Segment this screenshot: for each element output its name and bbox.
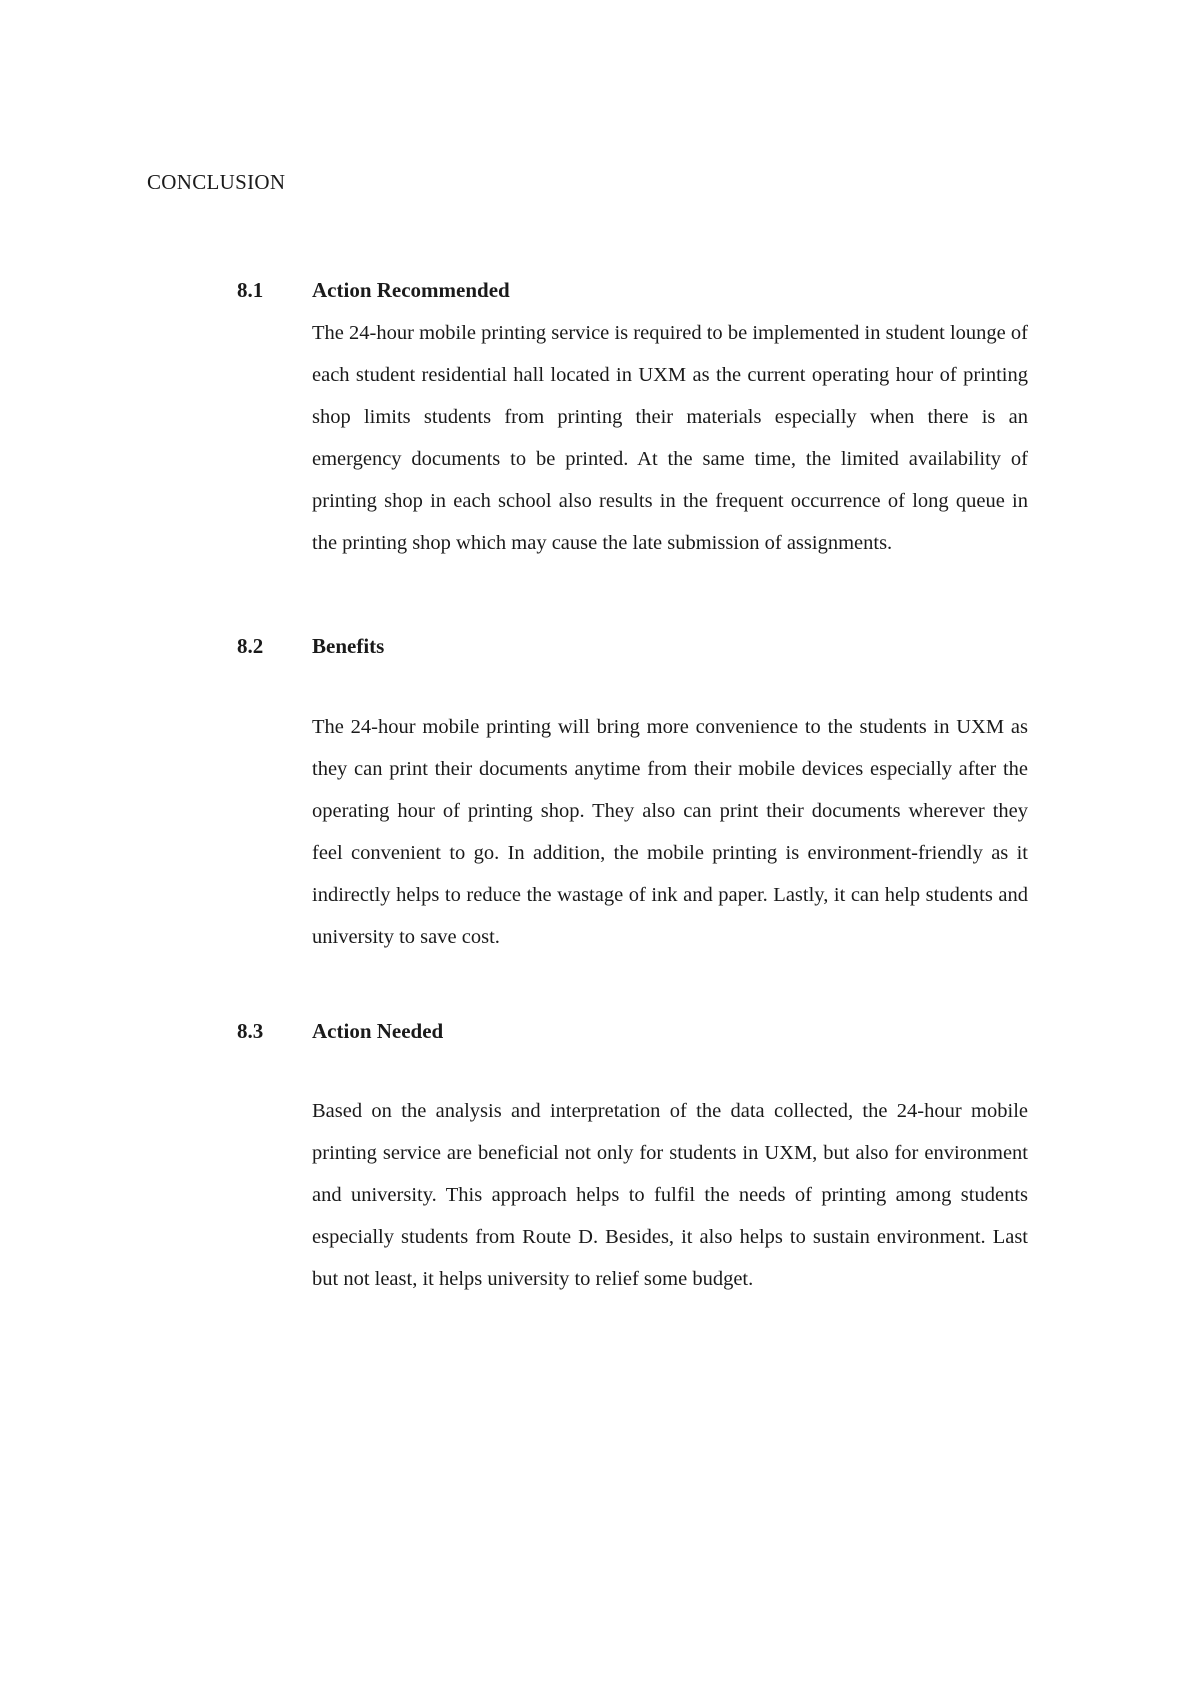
section-title: Action Recommended (312, 278, 510, 302)
section-paragraph: The 24-hour mobile printing will bring more convenience to the students in UXM as they can print their documents anytime from their mobile devices especially after the operating hour of printing shop. They also can print their documents wherever they feel convenient to go. In addition, the mobile printing is environment-friendly as it indirectly helps to reduce the wastage of ink and paper. Lastly, it can help students and university to save cost. (312, 716, 1028, 948)
section-number: 8.2 (237, 634, 264, 658)
section-title: Benefits (312, 634, 385, 658)
section-title: Action Needed (312, 1019, 444, 1043)
document-heading: CONCLUSION (147, 170, 286, 194)
section-number: 8.3 (237, 1019, 264, 1043)
section-paragraph: The 24-hour mobile printing service is required to be implemented in student lounge of each student residential hall located in UXM as the current operating hour of printing shop limits students from printing their materials especially when there is an emergency documents to be printed. At the same time, the limited availability of printing shop in each school also results in the frequent occurrence of long queue in the printing shop which may cause the late submission of assignments. (312, 322, 1028, 554)
section-number: 8.1 (237, 278, 264, 302)
section-paragraph: Based on the analysis and interpretation of the data collected, the 24-hour mobile printing service are beneficial not only for students in UXM, but also for environment and university. This approach helps to fulfil the needs of printing among students especially students from Route D. Besides, it also helps to sustain environment. Last but not least, it helps university to relief some budget. (312, 1100, 1028, 1290)
